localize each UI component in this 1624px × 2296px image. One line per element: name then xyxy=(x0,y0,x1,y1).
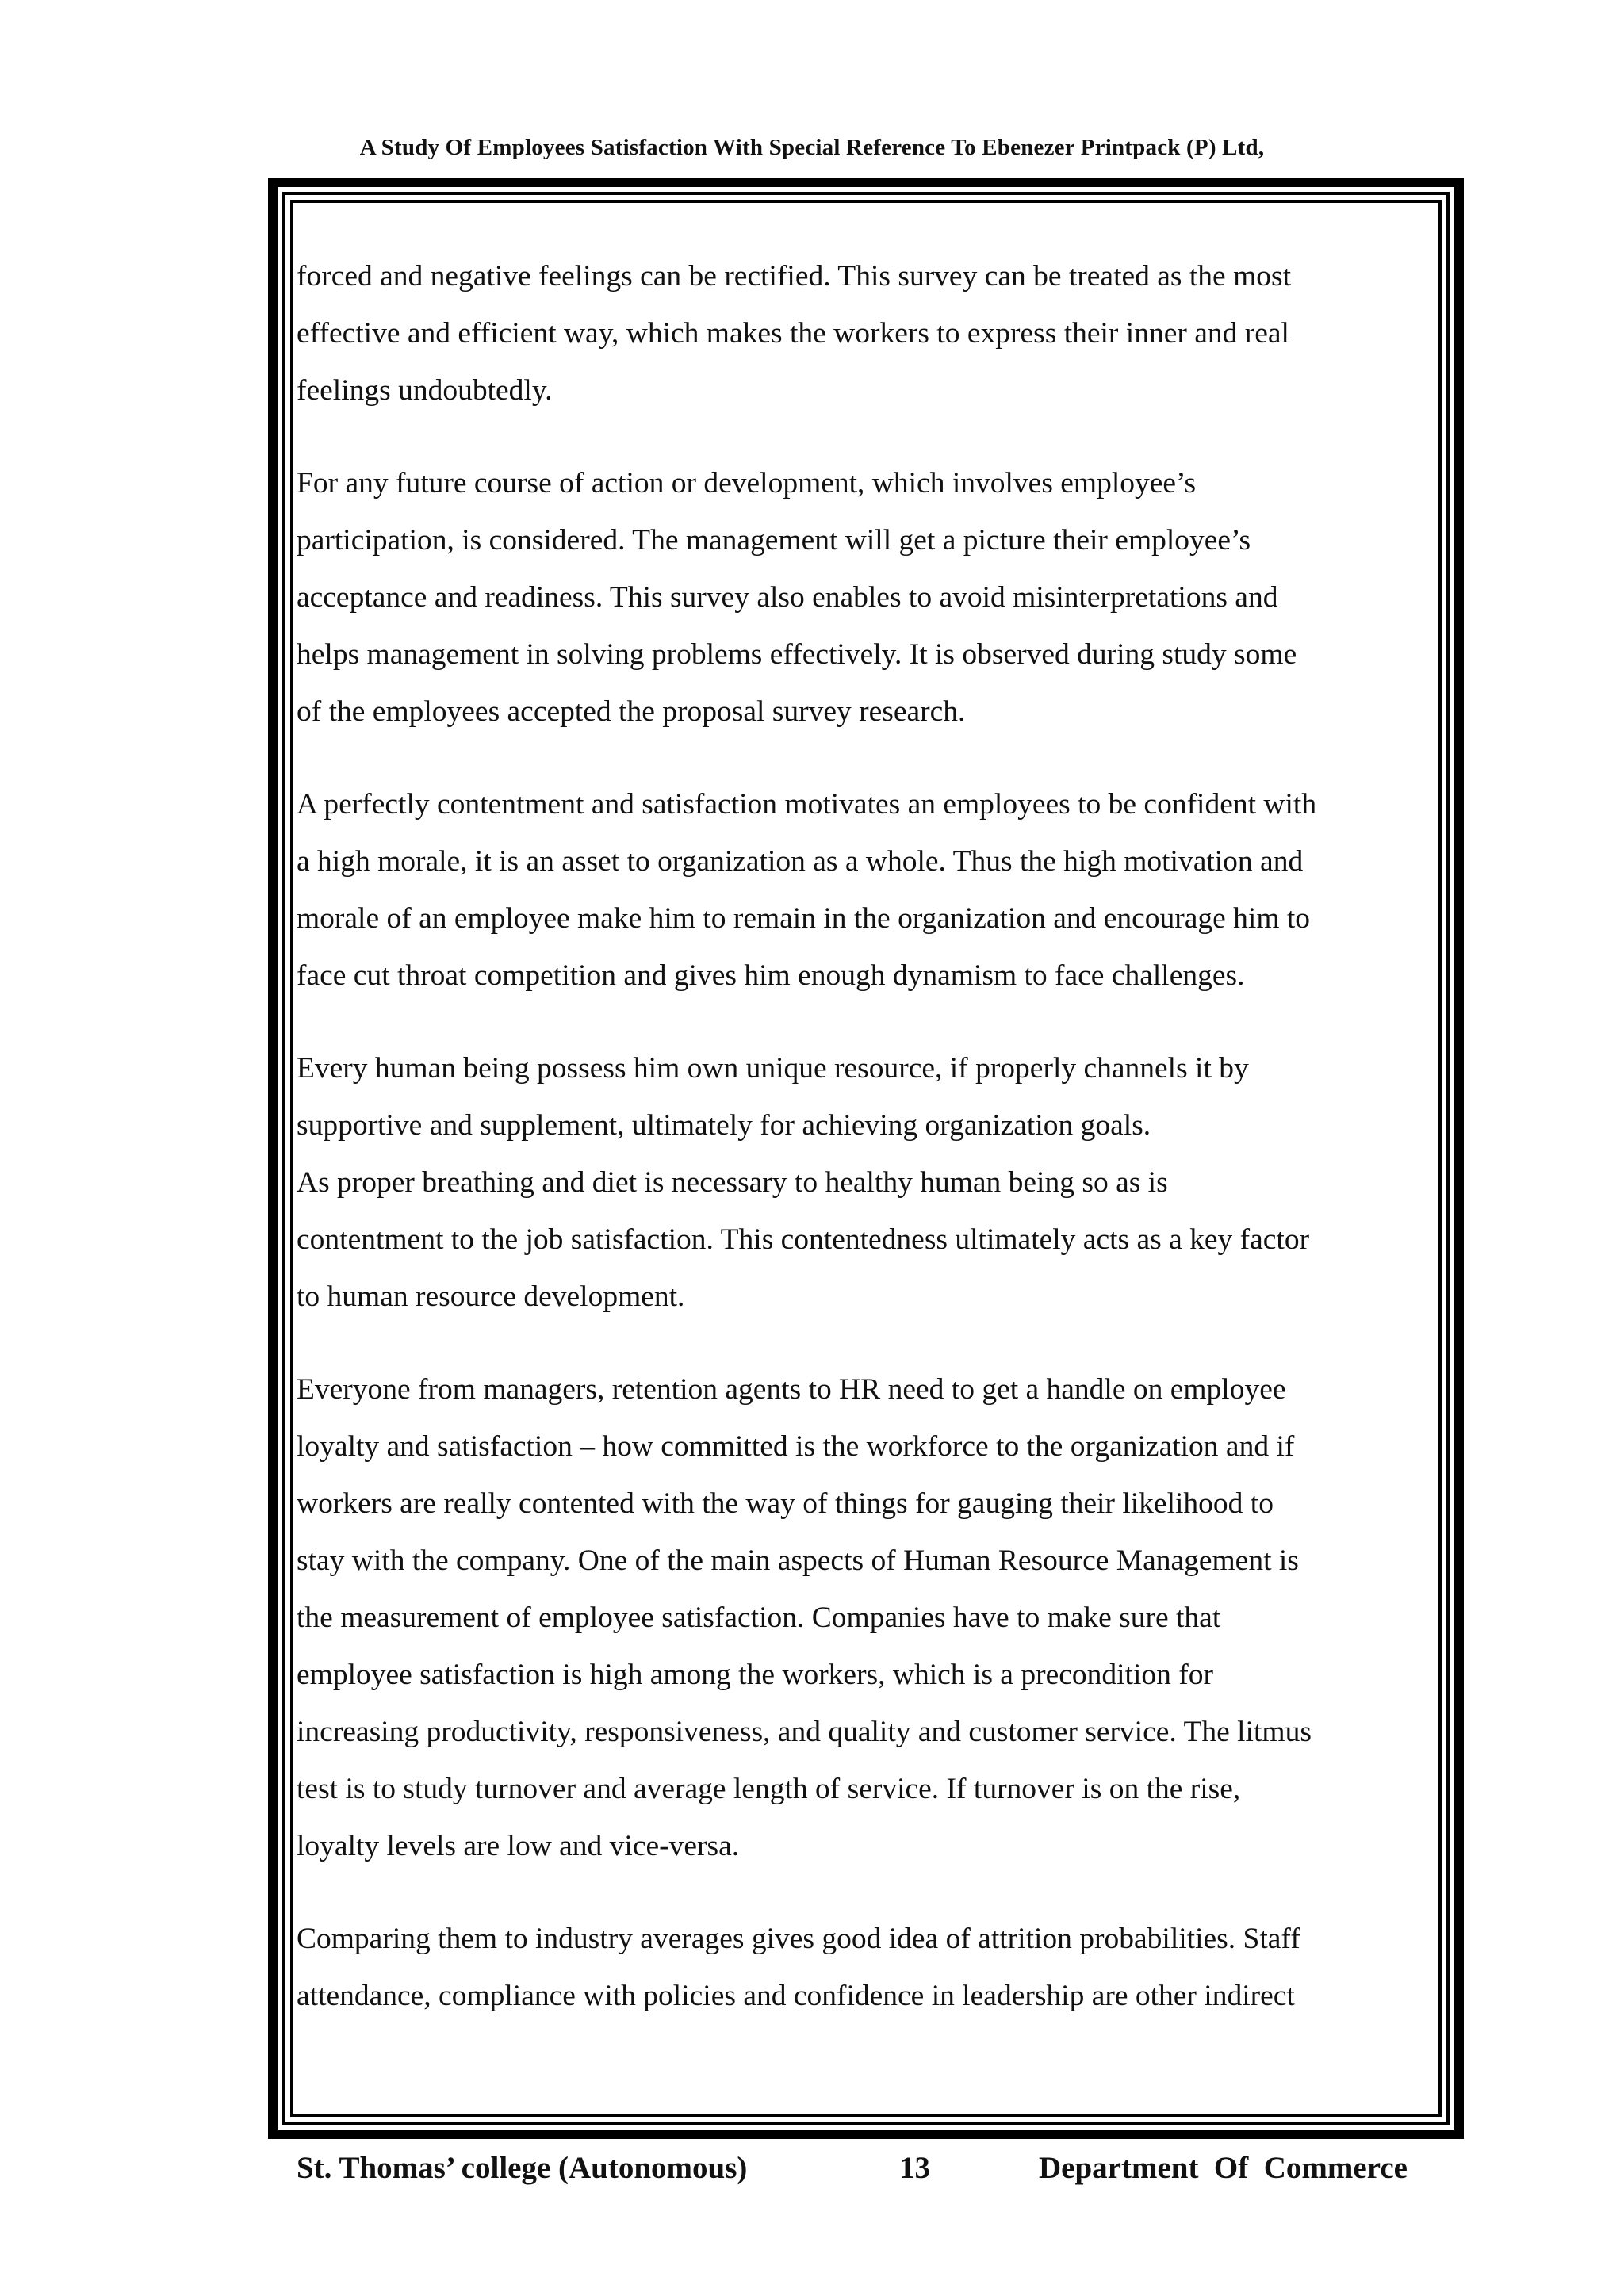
footer-college-name: St. Thomas’ college (Autonomous) xyxy=(297,2151,748,2185)
text-line: effective and efficient way, which makes the workers to express their inner and real xyxy=(297,317,1289,350)
text-line: attendance, compliance with policies and confidence in leadership are other indirect xyxy=(297,1980,1295,2012)
text-line: face cut throat competition and gives him enough dynamism to face challenges. xyxy=(297,959,1245,992)
text-line: to human resource development. xyxy=(297,1280,685,1313)
text-line: A perfectly contentment and satisfaction motivates an employees to be confident with xyxy=(297,788,1317,821)
paragraph xyxy=(297,1040,1446,1326)
text-line: feelings undoubtedly. xyxy=(297,374,553,407)
text-line: participation, is considered. The management will get a picture their employee’s xyxy=(297,524,1251,557)
footer-department: Department Of Commerce xyxy=(1039,2151,1408,2185)
paragraph xyxy=(297,1361,1446,1875)
text-line: employee satisfaction is high among the workers, which is a precondition for xyxy=(297,1659,1213,1691)
body-text xyxy=(297,248,1446,2061)
page-number: 13 xyxy=(899,2151,930,2185)
text-line: Everyone from managers, retention agents to HR need to get a handle on employee xyxy=(297,1373,1286,1406)
text-line: Comparing them to industry averages gives good idea of attrition probabilities. Staff xyxy=(297,1923,1300,1955)
text-line: helps management in solving problems effectively. It is observed during study some xyxy=(297,638,1297,671)
paragraph xyxy=(297,776,1446,1004)
paragraph xyxy=(297,248,1446,419)
text-line: test is to study turnover and average length of service. If turnover is on the rise, xyxy=(297,1773,1241,1805)
running-header: A Study Of Employees Satisfaction With Special Reference To Ebenezer Printpack (P) Ltd, xyxy=(359,135,1265,160)
text-line: contentment to the job satisfaction. This contentedness ultimately acts as a key factor xyxy=(297,1223,1310,1256)
text-line: acceptance and readiness. This survey also enables to avoid misinterpretations and xyxy=(297,581,1278,614)
text-line: loyalty and satisfaction – how committed is the workforce to the organization and if xyxy=(297,1430,1295,1463)
text-line: For any future course of action or development, which involves employee’s xyxy=(297,467,1197,499)
text-line: increasing productivity, responsiveness, and quality and customer service. The litmus xyxy=(297,1716,1312,1748)
text-line: As proper breathing and diet is necessary to healthy human being so as is xyxy=(297,1166,1168,1199)
text-line: Every human being possess him own unique resource, if properly channels it by xyxy=(297,1052,1249,1085)
text-line: loyalty levels are low and vice-versa. xyxy=(297,1830,740,1862)
text-line: of the employees accepted the proposal survey research. xyxy=(297,695,966,728)
text-line: workers are really contented with the way of things for gauging their likelihood to xyxy=(297,1487,1274,1520)
paragraph xyxy=(297,1911,1446,2025)
text-line: supportive and supplement, ultimately for achieving organization goals. xyxy=(297,1109,1151,1142)
text-line: stay with the company. One of the main aspects of Human Resource Management is xyxy=(297,1544,1299,1577)
text-line: the measurement of employee satisfaction. Companies have to make sure that xyxy=(297,1601,1221,1634)
paragraph xyxy=(297,455,1446,740)
text-line: a high morale, it is an asset to organization as a whole. Thus the high motivation and xyxy=(297,845,1304,878)
text-line: forced and negative feelings can be rectified. This survey can be treated as the most xyxy=(297,260,1291,293)
text-line: morale of an employee make him to remain in the organization and encourage him to xyxy=(297,902,1311,935)
